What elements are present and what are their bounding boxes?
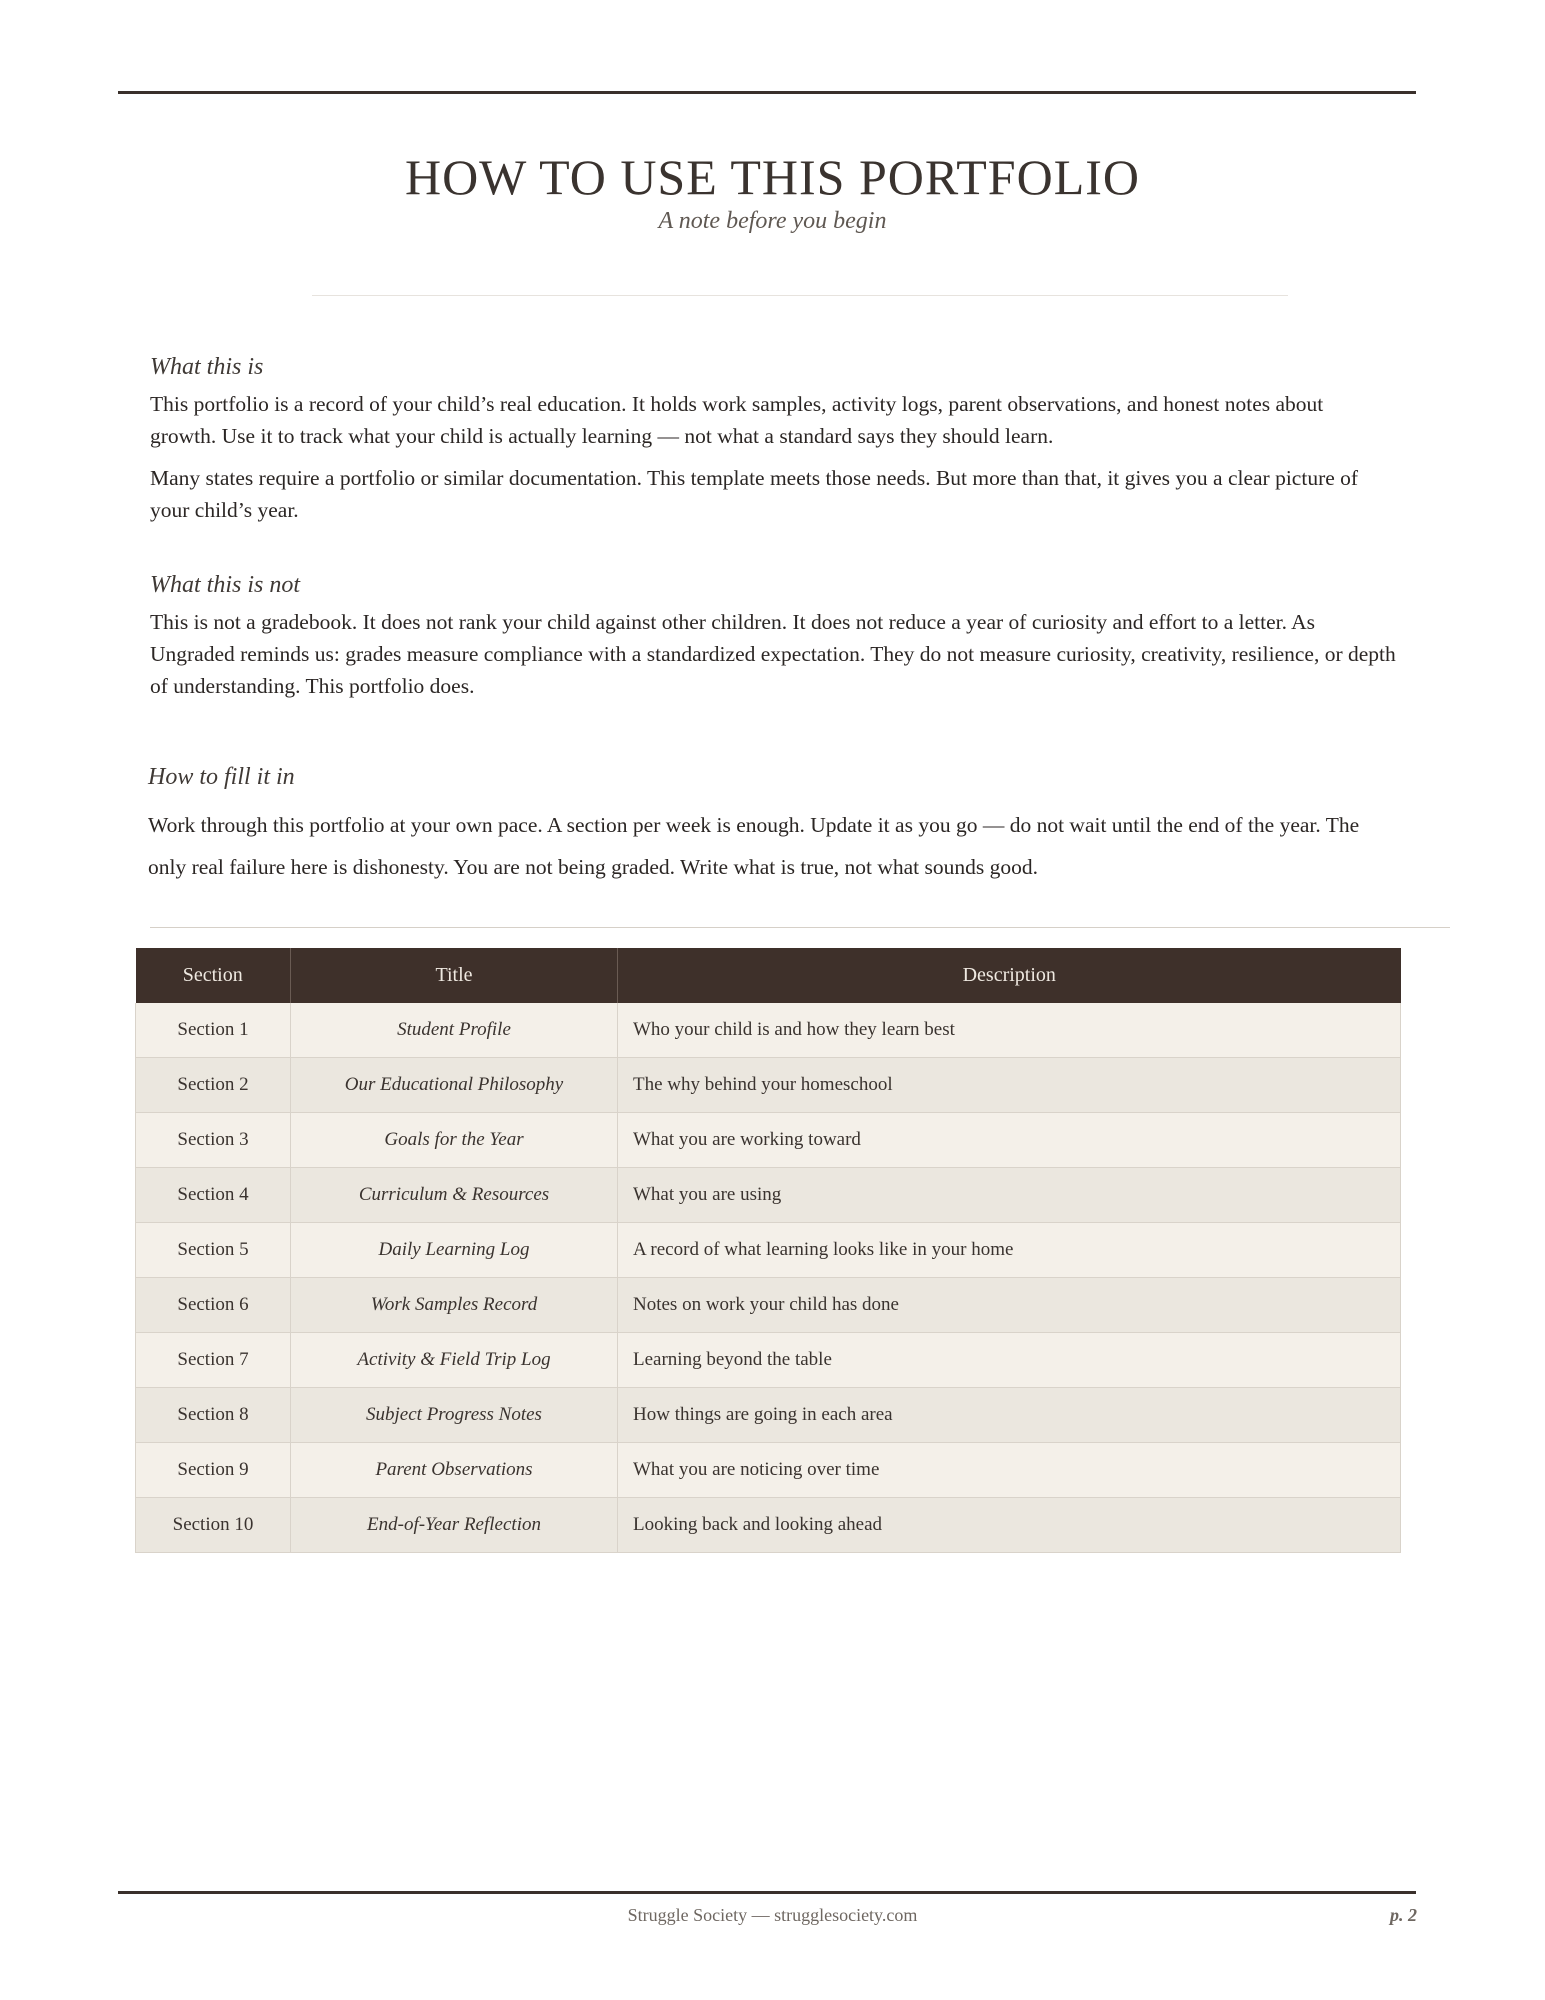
section-description: What you are using [618,1168,1401,1223]
section-number: Section 5 [136,1223,291,1278]
section-title: Work Samples Record [291,1278,618,1333]
sections-table [135,948,1401,1553]
section-description: What you are noticing over time [618,1443,1401,1498]
header-section: Section [136,948,291,1003]
section-description: Looking back and looking ahead [618,1498,1401,1553]
section-title: Daily Learning Log [291,1223,618,1278]
content-divider [150,927,1450,928]
table-row [136,1388,1401,1443]
footer-text: Struggle Society — strugglesociety.com [627,1905,918,1925]
section-number: Section 6 [136,1278,291,1333]
what-this-is-heading: What this is [150,354,264,380]
section-title: Parent Observations [291,1443,618,1498]
section-title: Activity & Field Trip Log [291,1333,618,1388]
table-row [136,1223,1401,1278]
section-number: Section 1 [136,1003,291,1058]
table-row [136,1168,1401,1223]
footer-rule [118,1891,1416,1894]
section-title: Curriculum & Resources [291,1168,618,1223]
section-title: Subject Progress Notes [291,1388,618,1443]
section-description: How things are going in each area [618,1388,1401,1443]
what-this-is-paragraph-2: Many states require a portfolio or similar documentation. This template meets those needs. But more than that, it gives you a clear picture of your child’s year. [150,466,1359,522]
section-number: Section 3 [136,1113,291,1168]
table-row [136,1003,1401,1058]
what-this-is-paragraph-1: This portfolio is a record of your child’s real education. It holds work samples, activity logs, parent observations, and honest notes about growth. Use it to track what your child is actually learning — not what a standard says they should learn. [150,392,1324,448]
page-number: p. 2 [1390,1905,1417,1925]
what-this-is-not-heading: What this is not [150,572,301,598]
table-row [136,1333,1401,1388]
table-row [136,1443,1401,1498]
table-row [136,1113,1401,1168]
table-header-row [136,948,1401,1003]
section-description: The why behind your homeschool [618,1058,1401,1113]
table-row [136,1058,1401,1113]
section-description: Notes on work your child has done [618,1278,1401,1333]
section-title: Student Profile [291,1003,618,1058]
section-description: A record of what learning looks like in your home [618,1223,1401,1278]
page-subtitle: A note before you begin [658,208,887,234]
section-number: Section 7 [136,1333,291,1388]
table-row [136,1278,1401,1333]
how-to-fill-heading: How to fill it in [148,764,295,790]
section-description: Learning beyond the table [618,1333,1401,1388]
section-title: Goals for the Year [291,1113,618,1168]
section-number: Section 2 [136,1058,291,1113]
how-to-fill-paragraph: Work through this portfolio at your own pace. A section per week is enough. Update it as you go — do not wait until the end of the year. The only real failure here is dishonesty. You are not being graded. Write what is true, not what sounds good. [148,813,1360,879]
section-title: Our Educational Philosophy [291,1058,618,1113]
section-description: What you are working toward [618,1113,1401,1168]
section-number: Section 9 [136,1443,291,1498]
table-row [136,1498,1401,1553]
header-description: Description [618,948,1401,1003]
top-rule [118,91,1416,94]
page-title: HOW TO USE THIS PORTFOLIO [404,149,1141,205]
section-number: Section 4 [136,1168,291,1223]
section-number: Section 10 [136,1498,291,1553]
header-title: Title [291,948,618,1003]
section-number: Section 8 [136,1388,291,1443]
what-this-is-not-paragraph: This is not a gradebook. It does not rank your child against other children. It does not reduce a year of curiosity and effort to a letter. As Ungraded reminds us: grades measure compliance with a standardized expectation. They do not measure curiosity, creativity, resilience, or depth of understanding. This portfolio does. [150,610,1396,698]
section-title: End-of-Year Reflection [291,1498,618,1553]
title-divider [312,295,1288,296]
section-description: Who your child is and how they learn best [618,1003,1401,1058]
